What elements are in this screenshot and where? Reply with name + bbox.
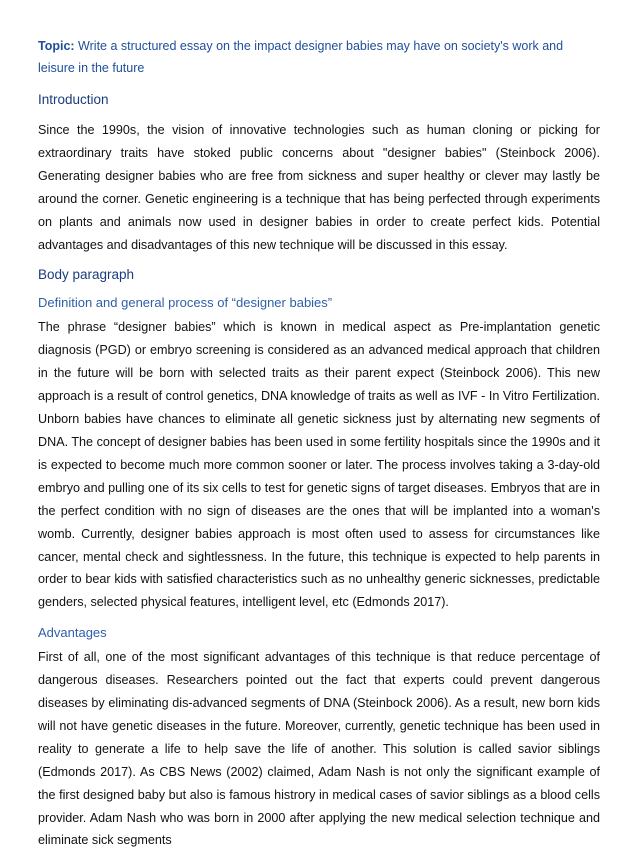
topic-text: Write a structured essay on the impact designer babies may have on society's work and leisure in the future bbox=[38, 39, 564, 75]
body-paragraph-heading: Body paragraph bbox=[38, 267, 135, 283]
introduction-heading: Introduction bbox=[38, 92, 109, 107]
introduction-paragraph: Since the 1990s, the vision of innovative technologies such as human cloning or picking for extraordinary traits have stoked public concerns about "designer babies" (Steinbock 2006). Generating designer babies who are free from sickness and super healthy or clever may lastly be around the corner. Genetic engineering is a technique that has being perfected through experiments on plants and animals now used in designer babies in order to create perfect kids. Potential advantages and disadvantages of this new technique will be discussed in this essay. bbox=[38, 123, 600, 252]
topic-label: Topic: bbox=[38, 39, 75, 53]
essay-topic bbox=[38, 35, 600, 79]
definition-subheading: Definition and general process of “designer babies” bbox=[38, 295, 333, 311]
advantages-paragraph: First of all, one of the most significant advantages of this technique is that reduce percentage of dangerous diseases. Researchers pointed out the fact that experts could prevent dangerous diseases by eliminating dis-advanced segments of DNA (Steinbock 2006). As a result, new born kids will not have genetic diseases in the future. Moreover, currently, genetic technique has been used in reality to generate a life to help save the life of another. This solution is called savior siblings (Edmonds 2017). As CBS News (2002) claimed, Adam Nash is not only the significant example of the first designed baby but also is famous histrory in medical cases of savior siblings as a blood cells provider. Adam Nash who was born in 2000 after applying the new medical selection technique and eliminate sick segments bbox=[38, 650, 600, 848]
definition-paragraph: The phrase “designer babies” which is known in medical aspect as Pre-implantation genetic diagnosis (PGD) or embryo screening is considered as an advanced medical approach that children in the future will be born with selected traits as their parent expect (Steinbock 2006). This new approach is a result of control genetics, DNA knowledge of traits as well as IVF - In Vitro Fertilization. Unborn babies have chances to eliminate all genetic sickness just by alternating new segments of DNA. The concept of designer babies has been used in some fertility hospitals since the 1990s and it is expected to become much more common sooner or later. The process involves taking a 3-day-old embryo and pulling one of its six cells to test for genetic signs of target diseases. Embryos that are in the perfect condition with no sign of diseases are the ones that will be implanted into a woman's womb. Currently, designer babies approach is most often used to assess for circumstances like cancer, mental check and sightlessness. In the future, this technique is expected to help parents in order to bear kids with satisfied characteristics such as no unhealthy generic sicknesses, predictable genders, selected physical features, intelligent level, etc (Edmonds 2017). bbox=[38, 320, 600, 610]
advantages-heading: Advantages bbox=[38, 625, 107, 641]
